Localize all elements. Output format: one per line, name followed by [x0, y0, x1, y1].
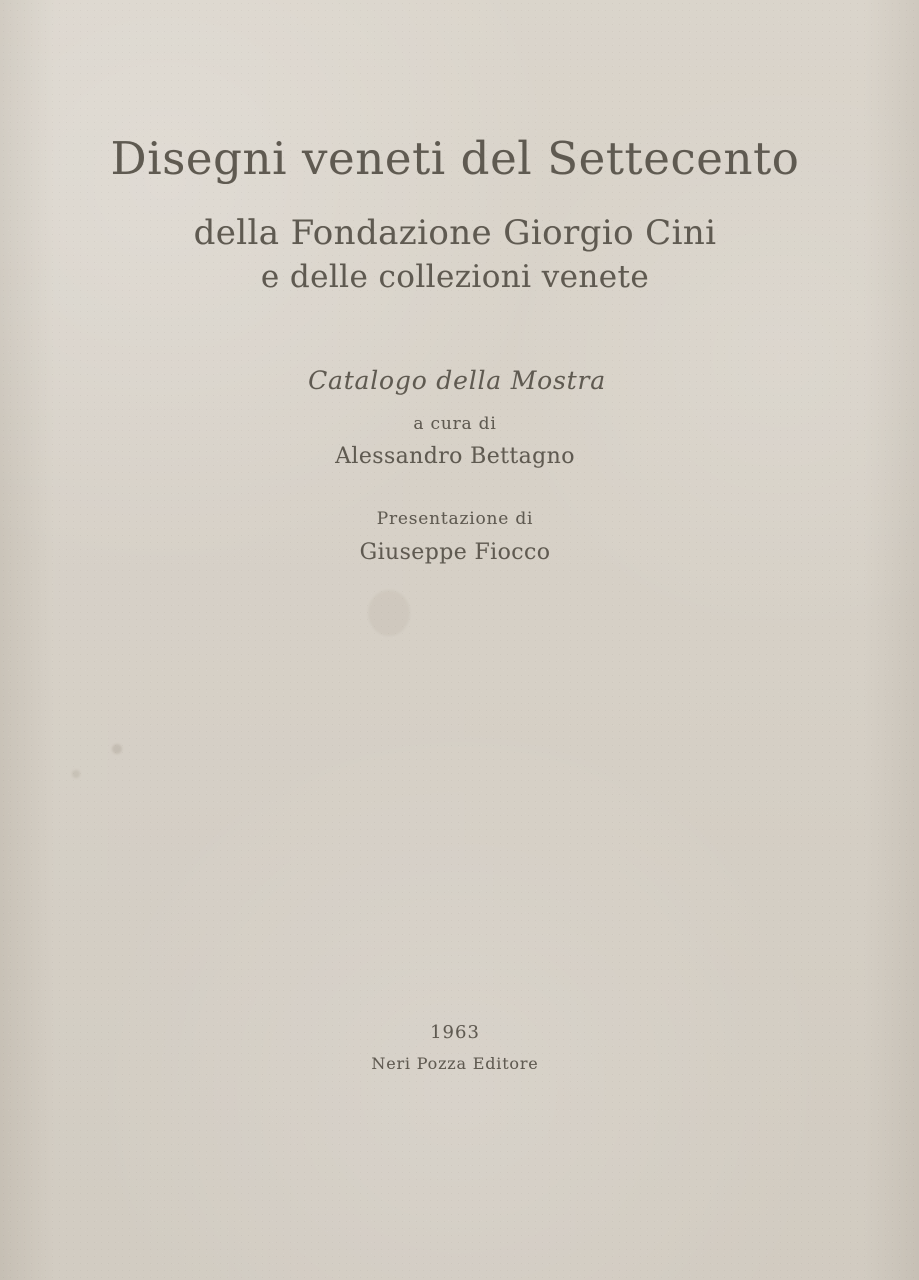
main-title-line-2: della Fondazione Giorgio Cini [193, 213, 717, 253]
curator-name: Alessandro Bettagno [335, 444, 575, 469]
presenter-name: Giuseppe Fiocco [359, 540, 551, 565]
publisher-name: Neri Pozza Editore [371, 1054, 539, 1073]
paper-speck [112, 744, 122, 754]
paper-speck [72, 770, 80, 778]
presentation-label: Presentazione di [376, 509, 534, 529]
main-title-line-3: e delle collezioni venete [260, 259, 650, 295]
main-title-line-1: Disegni veneti del Settecento [110, 132, 800, 185]
publication-year: 1963 [430, 1022, 480, 1043]
curated-by-label: a cura di [413, 414, 497, 434]
paper-stain [368, 590, 410, 636]
catalog-subtitle: Catalogo della Mostra [308, 366, 606, 395]
